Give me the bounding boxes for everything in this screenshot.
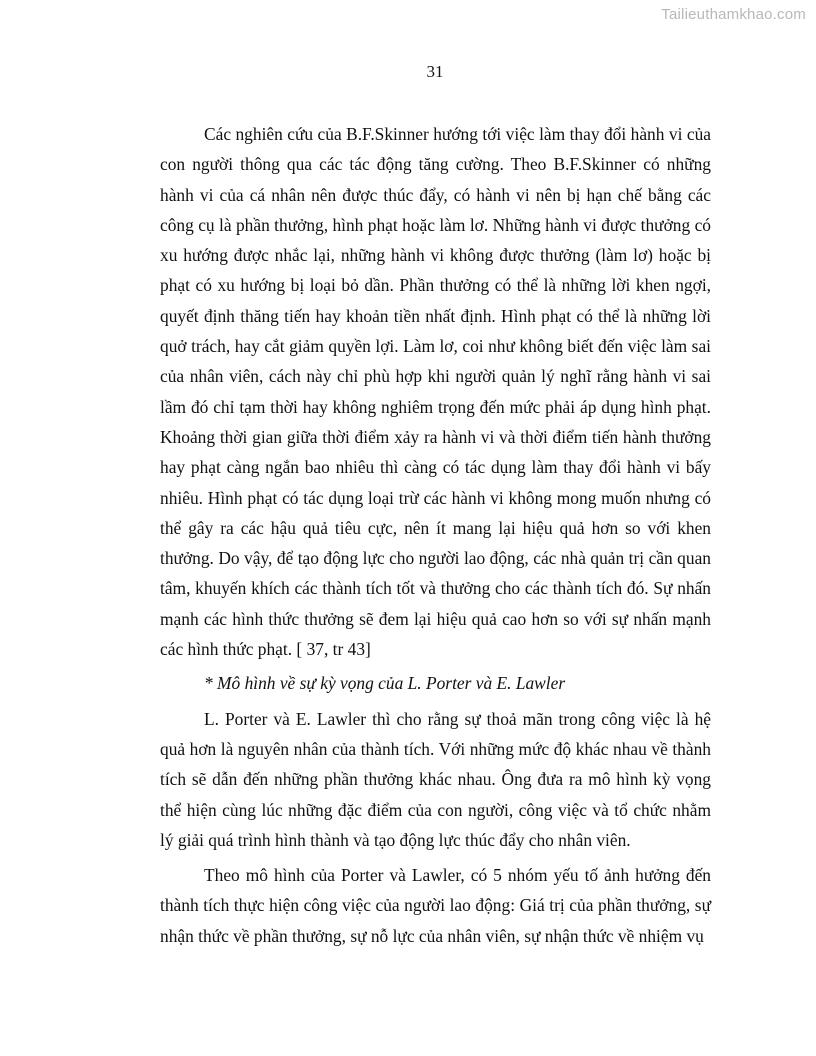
paragraph-skinner: Các nghiên cứu của B.F.Skinner hướng tới việc làm thay đổi hành vi của con người thông qua các tác động tăng cường. Theo B.F.Skinner có những hành vi của cá nhân nên được thúc đẩy, có hành vi nên bị hạn chế bằng các công cụ là phần thưởng, hình phạt hoặc làm lơ. Những hành vi được thưởng có xu hướng được nhắc lại, những hành vi không được thưởng (làm lơ) hoặc bị phạt có xu hướng bị loại bỏ dần. Phần thưởng có thể là những lời khen ngợi, quyết định thăng tiến hay khoản tiền nhất định. Hình phạt có thể là những lời quở trách, hay cắt giảm quyền lợi. Làm lơ, coi như không biết đến việc làm sai của nhân viên, cách này chỉ phù hợp khi người quản lý nghĩ rằng hành vi sai lầm đó chỉ tạm thời hay không nghiêm trọng đến mức phải áp dụng hình phạt. Khoảng thời gian giữa thời điểm xảy ra hành vi và thời điểm tiến hành thưởng hay phạt càng ngắn bao nhiêu thì càng có tác dụng làm thay đổi hành vi bấy nhiêu. Hình phạt có tác dụng loại trừ các hành vi không mong muốn nhưng có thể gây ra các hậu quả tiêu cực, nên ít mang lại hiệu quả hơn so với khen thưởng. Do vậy, để tạo động lực cho người lao động, các nhà quản trị cần quan tâm, khuyến khích các thành tích tốt và thưởng cho các thành tích đó. Sự nhấn mạnh các hình thức thưởng sẽ đem lại hiệu quả cao hơn so với sự nhấn mạnh các hình thức phạt. [ 37, tr 43]	[160, 124, 711, 660]
section-heading-porter-lawler: * Mô hình về sự kỳ vọng của L. Porter và E. Lawler	[204, 673, 566, 694]
watermark-text: Tailieuthamkhao.com	[661, 6, 806, 23]
paragraph-porter-lawler-intro: L. Porter và E. Lawler thì cho rằng sự thoả mãn trong công việc là hệ quả hơn là nguyên nhân của thành tích. Với những mức độ khác nhau về thành tích sẽ dẫn đến những phần thưởng khác nhau. Ông đưa ra mô hình kỳ vọng thể hiện cùng lúc những đặc điểm của con người, công việc và tổ chức nhằm lý giải quá trình hình thành và tạo động lực thúc đẩy cho nhân viên.	[160, 708, 711, 850]
page-number: 31	[426, 62, 444, 81]
paragraph-porter-lawler-model: Theo mô hình của Porter và Lawler, có 5 nhóm yếu tố ảnh hưởng đến thành tích thực hiện công việc của người lao động: Giá trị của phần thưởng, sự nhận thức về phần thưởng, sự nỗ lực của nhân viên, sự nhận thức về nhiệm vụ	[160, 865, 711, 946]
document-body	[160, 119, 711, 951]
